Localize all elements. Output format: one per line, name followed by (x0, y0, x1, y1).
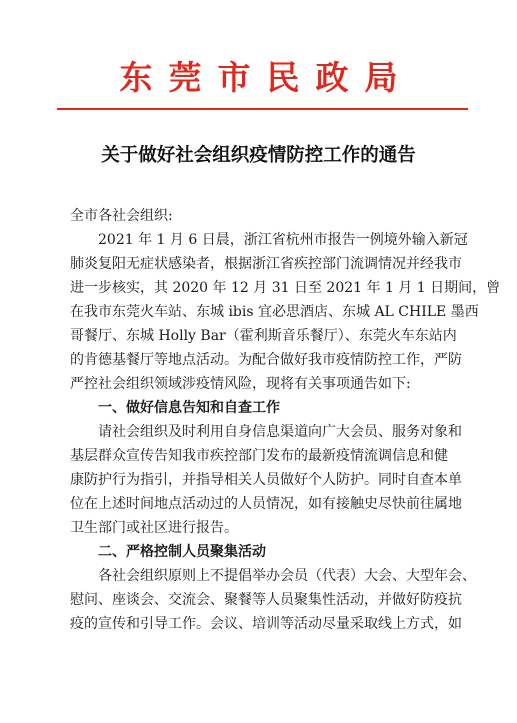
salutation: 全市各社会组织: (70, 208, 173, 224)
section-2-line: 慰问、座谈会、交流会、聚餐等人员聚集性活动，并做好防疫抗 (70, 592, 462, 608)
intro-line: 哥餐厅、东城 Holly Bar（霍利斯音乐餐厅）、东莞火车东站内 (70, 328, 457, 344)
section-2-paragraph (70, 564, 476, 636)
document-title: 关于做好社会组织疫情防控工作的通告 (101, 145, 416, 166)
section-1-line: 基层群众宣传告知我市疾控部门发布的最新疫情流调信息和健 (70, 448, 448, 464)
letterhead-red-rule (57, 108, 468, 110)
intro-line: 进一步核实，其 2020 年 12 月 31 日至 2021 年 1 月 1 日期间，曾 (70, 280, 501, 296)
intro-line: 的肯德基餐厅等地点活动。为配合做好我市疫情防控工作，严防 (70, 352, 462, 368)
section-1-line: 康防护行为指引，并指导相关人员做好个人防护。同时自查本单 (70, 472, 462, 488)
section-1-paragraph (70, 420, 462, 540)
section-2-line: 疫的宣传和引导工作。会议、培训等活动尽量采取线上方式，如 (70, 616, 462, 632)
section-1-line: 位在上述时间地点活动过的人员情况，如有接触史尽快前往属地 (70, 496, 462, 512)
intro-line: 严控社会组织领域涉疫情风险，现将有关事项通告如下: (70, 376, 411, 392)
intro-line: 在我市东莞火车站、东城 ibis 宜必思酒店、东城 AL CHILE 墨西 (70, 304, 479, 320)
document-body (70, 204, 501, 636)
intro-paragraph (70, 228, 501, 396)
section-1-line: 卫生部门或社区进行报告。 (70, 520, 238, 536)
section-heading-2: 二、严格控制人员聚集活动 (98, 544, 266, 560)
section-2-line: 各社会组织原则上不提倡举办会员（代表）大会、大型年会、 (98, 568, 476, 584)
intro-line: 2021 年 1 月 6 日晨，浙江省杭州市报告一例境外输入新冠 (98, 232, 468, 248)
org-letterhead-title: 东莞市民政局 (119, 58, 414, 97)
intro-line: 肺炎复阳无症状感染者，根据浙江省疾控部门流调情况并经我市 (70, 256, 462, 272)
section-heading-1: 一、做好信息告知和自查工作 (98, 400, 280, 416)
section-1-line: 请社会组织及时利用自身信息渠道向广大会员、服务对象和 (98, 424, 462, 440)
